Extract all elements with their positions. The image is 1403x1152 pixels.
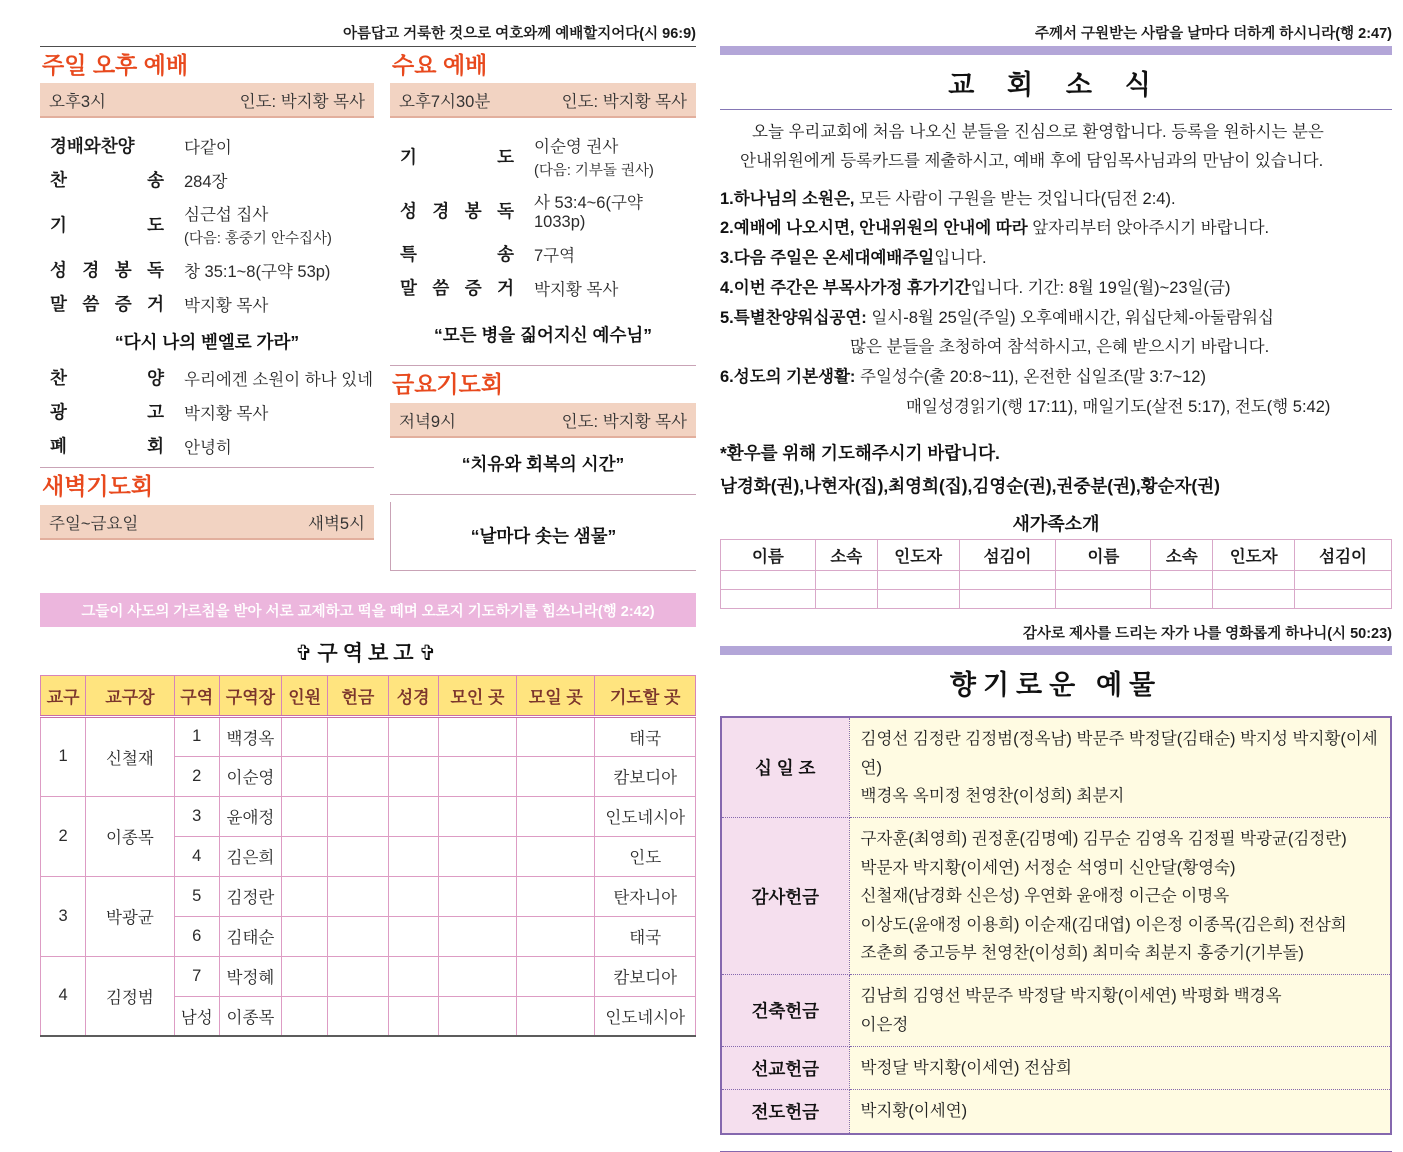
parish-no: 4 [41, 956, 86, 1036]
empty-cell [517, 756, 595, 796]
friday-sermon-title: “치유와 회복의 시간” [461, 453, 625, 474]
empty-cell [438, 716, 516, 756]
service-row [50, 291, 374, 316]
service-row-value: 박지황 목사 [184, 404, 269, 423]
friday-prayer-title: 금요기도회 [392, 371, 504, 398]
district-no: 7 [174, 956, 219, 996]
scripture-banner: 그들이 사도의 가르침을 받아 서로 교제하고 떡을 떼며 오로지 기도하기를 힘쓰니라(행 2:42) [40, 593, 696, 627]
empty-cell [388, 996, 438, 1036]
service-row-value: 다같이 [184, 138, 232, 157]
empty-cell [388, 836, 438, 876]
offering-row [721, 1047, 1391, 1090]
offering-line: 김남희 김영선 박문주 박정달 박지황(이세연) 박평화 백경옥 [860, 987, 1282, 1006]
news-item-continuation: 매일성경읽기(행 17:11), 매일기도(살전 5:17), 전도(행 5:42) [906, 397, 1331, 416]
empty-cell [517, 996, 595, 1036]
purple-bar [720, 46, 1392, 55]
empty-cell [517, 716, 595, 756]
service-row-label: 찬 송 [50, 170, 164, 191]
offering-label: 십 일 조 [721, 717, 849, 818]
empty-cell [438, 916, 516, 956]
sunday-time: 오후3시 [49, 93, 106, 112]
new-family-header: 인도자 [1213, 540, 1295, 571]
service-row-label: 광 고 [50, 402, 164, 423]
empty-cell [1056, 571, 1151, 590]
report-header-row [41, 675, 696, 716]
empty-cell [328, 716, 388, 756]
service-row-value: 우리에겐 소원이 하나 있네 [184, 370, 374, 389]
empty-cell [282, 916, 328, 956]
service-row [50, 399, 374, 424]
offering-names [849, 818, 1391, 975]
service-row [50, 133, 374, 158]
new-family-header-row [721, 540, 1392, 571]
sunday-sermon-title: “다시 나의 벧엘로 가라” [114, 332, 300, 353]
offering-row [721, 717, 1391, 818]
service-row-value: 안녕히 [184, 438, 232, 457]
wednesday-sermon-title: “모든 병을 짊어지신 예수님” [433, 325, 653, 346]
dawn-prayer-quote: “날마다 솟는 샘물” [390, 502, 696, 571]
service-row [50, 167, 374, 192]
news-item-continuation: 많은 분들을 초청하여 참석하시고, 은혜 받으시기 바랍니다. [850, 338, 1270, 357]
service-row-person: 심근섭 집사 [184, 206, 269, 225]
service-row-value: 284장 [184, 172, 228, 191]
section-divider [390, 365, 696, 366]
report-header: 교구장 [86, 675, 174, 716]
report-header: 모인 곳 [438, 675, 516, 716]
service-row-label: 성 경 봉 독 [400, 201, 514, 222]
offering-names [849, 717, 1391, 818]
empty-cell [815, 590, 877, 609]
sick-prayer-names: 남경화(권),나현자(집),최영희(집),김영순(권),권중분(권),황순자(권) [720, 476, 1220, 497]
section-divider [40, 467, 374, 468]
welcome-line: 오늘 우리교회에 처음 나오신 분들을 진심으로 환영합니다. 등록을 원하시는 분은 [752, 123, 1324, 141]
service-row [400, 133, 696, 180]
scripture-top-left: 아름답고 거룩한 것으로 여호와께 예배할지어다(시 96:9) [343, 26, 696, 42]
service-row [400, 241, 696, 266]
empty-cell [282, 996, 328, 1036]
scripture-bottom-right: 감사로 제사를 드리는 자가 나를 영화롭게 하나니(시 50:23) [1022, 626, 1392, 643]
empty-cell [517, 796, 595, 836]
service-row-value: 7구역 [534, 246, 576, 265]
new-family-title: 새가족소개 [1012, 514, 1100, 535]
service-row-note: (다음: 기부돌 권사) [534, 163, 654, 180]
column-wednesday [384, 47, 696, 571]
empty-cell [438, 756, 516, 796]
report-header: 구역장 [219, 675, 281, 716]
empty-cell [438, 996, 516, 1036]
news-item-lead: 2.예배에 나오시면, 안내위원의 안내에 따라 [720, 219, 1028, 238]
empty-cell [282, 796, 328, 836]
empty-cell [328, 836, 388, 876]
parish-leader: 김정범 [86, 956, 174, 1036]
empty-cell [328, 916, 388, 956]
empty-cell [721, 571, 816, 590]
empty-cell [328, 996, 388, 1036]
report-header: 모일 곳 [517, 675, 595, 716]
pray-place: 태국 [595, 916, 696, 956]
parish-leader: 박광균 [86, 876, 174, 956]
sick-prayer-heading: *환우를 위해 기도해주시기 바랍니다. [720, 443, 1000, 464]
district-leader: 이순영 [219, 756, 281, 796]
empty-cell [388, 956, 438, 996]
service-row-person: 이순영 권사 [534, 138, 619, 157]
empty-cell [721, 590, 816, 609]
empty-cell [959, 571, 1056, 590]
pray-place: 캄보디아 [595, 756, 696, 796]
section-divider [390, 494, 696, 495]
pray-place: 인도 [595, 836, 696, 876]
district-leader: 김태순 [219, 916, 281, 956]
church-news-list [720, 185, 1392, 423]
empty-cell [517, 916, 595, 956]
service-row-value: 사 53:4~6(구약 1033p) [534, 194, 643, 232]
service-row-label: 폐 회 [50, 436, 164, 457]
parish-no: 2 [41, 796, 86, 876]
welcome-paragraph [720, 118, 1392, 176]
news-item-rest: 주일성수(출 20:8~11), 온전한 십일조(말 3:7~12) [855, 367, 1206, 386]
empty-cell [282, 836, 328, 876]
empty-cell [517, 836, 595, 876]
new-family-header: 인도자 [877, 540, 959, 571]
district-no: 1 [174, 716, 219, 756]
service-row-value [184, 201, 332, 248]
offering-line: 김영선 김정란 김정범(정옥남) 박문주 박정달(김태순) 박지성 박지황(이세연) [860, 730, 1378, 777]
empty-cell [1151, 590, 1213, 609]
service-row [50, 201, 374, 248]
sunday-order-of-worship-2 [40, 365, 374, 458]
service-row-label: 말 씀 증 거 [400, 278, 514, 299]
empty-cell [1295, 590, 1392, 609]
district-report-title: ✞구역보고✞ [294, 641, 442, 665]
news-item-rest: 앞자리부터 앉아주시기 바랍니다. [1027, 219, 1270, 238]
sunday-leader: 인도: 박지황 목사 [239, 93, 365, 112]
district-leader: 김정란 [219, 876, 281, 916]
offering-row [721, 818, 1391, 975]
table-row [41, 796, 696, 836]
news-item-rest: 모든 사람이 구원을 받는 것입니다(딤전 2:4). [854, 189, 1176, 208]
wednesday-service-title: 수요 예배 [392, 52, 488, 78]
church-news-title: 교 회 소 식 [948, 70, 1164, 100]
empty-cell [328, 876, 388, 916]
district-no: 2 [174, 756, 219, 796]
news-item-lead: 6.성도의 기본생활: [720, 367, 856, 386]
news-item-lead: 5.특별찬양워십공연: [720, 308, 867, 327]
empty-cell [328, 756, 388, 796]
offering-line: 신철재(남경화 신은성) 우연화 윤애정 이근순 이명옥 [860, 887, 1230, 906]
report-header: 인원 [282, 675, 328, 716]
district-leader: 김은희 [219, 836, 281, 876]
service-columns [40, 47, 696, 571]
district-no: 6 [174, 916, 219, 956]
report-header: 교구 [41, 675, 86, 716]
empty-cell [438, 836, 516, 876]
district-no: 남성 [174, 996, 219, 1036]
empty-cell [1295, 571, 1392, 590]
pray-place: 태국 [595, 716, 696, 756]
empty-cell [1056, 590, 1151, 609]
table-row [41, 956, 696, 996]
column-sunday [40, 47, 384, 571]
offering-line: 조춘희 중고등부 천영찬(이성희) 최미숙 최분지 홍중기(기부돌) [860, 943, 1304, 962]
news-item-lead: 4.이번 주간은 부목사가정 휴가기간 [720, 278, 971, 297]
new-family-table [720, 539, 1392, 609]
empty-cell [959, 590, 1056, 609]
sunday-service-title: 주일 오후 예배 [42, 52, 189, 78]
offerings-title: 향기로운 예물 [949, 670, 1163, 701]
district-leader: 윤애정 [219, 796, 281, 836]
friday-time: 저녁9시 [399, 412, 456, 431]
offerings-table [720, 716, 1392, 1135]
empty-cell [1213, 590, 1295, 609]
district-no: 5 [174, 876, 219, 916]
news-item-rest: 일시-8월 25일(주일) 오후예배시간, 워십단체-아둘람워십 [866, 308, 1274, 327]
service-row-label: 경배와찬양 [50, 136, 135, 157]
news-item [720, 214, 1392, 244]
pray-place: 인도네시아 [595, 796, 696, 836]
news-item-lead: 3.다음 주일은 온세대예배주일 [720, 249, 935, 268]
empty-cell [815, 571, 877, 590]
table-row [721, 590, 1392, 609]
sunday-order-of-worship [40, 118, 374, 316]
news-item-lead: 1.하나님의 소원은, [720, 189, 855, 208]
welcome-line: 안내위원에게 등록카드를 제출하시고, 예배 후에 담임목사님과의 만남이 있습니다. [740, 151, 1324, 170]
empty-cell [438, 796, 516, 836]
offering-row [721, 1090, 1391, 1134]
service-row [400, 189, 696, 232]
dawn-time: 새벽5시 [308, 514, 365, 533]
parish-no: 3 [41, 876, 86, 956]
report-header: 헌금 [328, 675, 388, 716]
wednesday-time: 오후7시30분 [399, 93, 491, 112]
report-header: 구역 [174, 675, 219, 716]
service-row-label: 성 경 봉 독 [50, 260, 164, 281]
news-item [720, 244, 1392, 274]
news-item [720, 274, 1392, 304]
service-row-label: 말 씀 증 거 [50, 294, 164, 315]
parish-leader: 신철재 [86, 716, 174, 796]
new-family-header: 섬김이 [1295, 540, 1392, 571]
sunday-service-infobar [40, 83, 374, 118]
empty-cell [282, 956, 328, 996]
empty-cell [328, 956, 388, 996]
district-leader: 박정혜 [219, 956, 281, 996]
service-row-value: 박지황 목사 [534, 280, 619, 299]
new-family-header: 섬김이 [959, 540, 1056, 571]
empty-cell [388, 916, 438, 956]
empty-cell [282, 756, 328, 796]
empty-cell [877, 590, 959, 609]
friday-leader: 인도: 박지황 목사 [561, 412, 687, 431]
wednesday-service-infobar [390, 83, 696, 118]
offering-line: 이은정 [860, 1015, 909, 1034]
empty-cell [517, 956, 595, 996]
new-family-header: 이름 [1056, 540, 1151, 571]
district-leader: 백경옥 [219, 716, 281, 756]
new-family-header: 소속 [1151, 540, 1213, 571]
empty-cell [328, 796, 388, 836]
parish-no: 1 [41, 716, 86, 796]
dawn-prayer-title: 새벽기도회 [42, 473, 154, 500]
empty-cell [388, 796, 438, 836]
empty-cell [282, 876, 328, 916]
wednesday-leader: 인도: 박지황 목사 [561, 93, 687, 112]
title-rule [720, 109, 1392, 110]
service-row [50, 365, 374, 390]
news-item [720, 185, 1392, 215]
district-no: 4 [174, 836, 219, 876]
parish-leader: 이종목 [86, 796, 174, 876]
empty-cell [438, 956, 516, 996]
wednesday-order-of-worship [390, 118, 696, 309]
service-row-label: 찬 양 [50, 368, 164, 389]
district-report-table [40, 675, 696, 1038]
offering-line: 박정달 박지황(이세연) 전삼희 [860, 1059, 1072, 1077]
service-row [400, 275, 696, 300]
pray-place: 탄자니아 [595, 876, 696, 916]
service-row-note: (다음: 홍중기 안수집사) [184, 231, 332, 248]
district-leader: 이종목 [219, 996, 281, 1036]
pray-place: 캄보디아 [595, 956, 696, 996]
friday-prayer-infobar [390, 403, 696, 438]
service-row [50, 257, 374, 282]
offering-line: 이상도(윤애정 이용희) 이순재(김대엽) 이은정 이종목(김은희) 전삼희 [860, 915, 1347, 934]
new-family-header: 소속 [815, 540, 877, 571]
offering-line: 박지황(이세연) [860, 1102, 968, 1121]
empty-cell [1151, 571, 1213, 590]
service-row-value: 창 35:1~8(구약 53p) [184, 262, 331, 281]
purple-bar [720, 646, 1392, 655]
table-row [721, 571, 1392, 590]
page-left [40, 22, 696, 1152]
news-item-rest: 입니다. 기간: 8월 19일(월)~23일(금) [970, 278, 1231, 297]
offering-label: 전도헌금 [721, 1090, 849, 1134]
report-header: 기도할 곳 [595, 675, 696, 716]
offering-names [849, 975, 1391, 1047]
offering-label: 감사헌금 [721, 818, 849, 975]
scripture-top-right: 주께서 구원받는 사람을 날마다 더하게 하시니라(행 2:47) [1035, 26, 1392, 42]
new-family-header: 이름 [721, 540, 816, 571]
empty-cell [1213, 571, 1295, 590]
offering-label: 선교헌금 [721, 1047, 849, 1090]
empty-cell [388, 756, 438, 796]
empty-cell [438, 876, 516, 916]
news-item-rest: 입니다. [934, 249, 987, 268]
pray-place: 인도네시아 [595, 996, 696, 1036]
service-row-label: 기 도 [50, 215, 164, 236]
offering-line: 박문자 박지황(이세연) 서정순 석영미 신안달(황영숙) [860, 858, 1236, 877]
offering-row [721, 975, 1391, 1047]
service-row-label: 기 도 [400, 147, 514, 168]
empty-cell [388, 876, 438, 916]
empty-cell [517, 876, 595, 916]
news-item [720, 363, 1392, 422]
offering-names [849, 1090, 1391, 1134]
table-row [41, 876, 696, 916]
report-header: 성경 [388, 675, 438, 716]
offering-line: 구자훈(최영희) 권정훈(김명예) 김무순 김영옥 김정필 박광균(김정란) [860, 830, 1347, 849]
table-row [41, 716, 696, 756]
service-row [50, 433, 374, 458]
service-row-value [534, 133, 654, 180]
offering-label: 건축헌금 [721, 975, 849, 1047]
offering-names [849, 1047, 1391, 1090]
service-row-value: 박지황 목사 [184, 296, 269, 315]
empty-cell [877, 571, 959, 590]
service-row-label: 특 송 [400, 244, 514, 265]
empty-cell [282, 716, 328, 756]
offering-line: 백경옥 옥미정 천영찬(이성희) 최분지 [860, 787, 1125, 805]
news-item [720, 304, 1392, 363]
empty-cell [388, 716, 438, 756]
dawn-prayer-infobar [40, 505, 374, 540]
district-no: 3 [174, 796, 219, 836]
page-right [720, 22, 1392, 1152]
dawn-days: 주일~금요일 [49, 514, 139, 533]
